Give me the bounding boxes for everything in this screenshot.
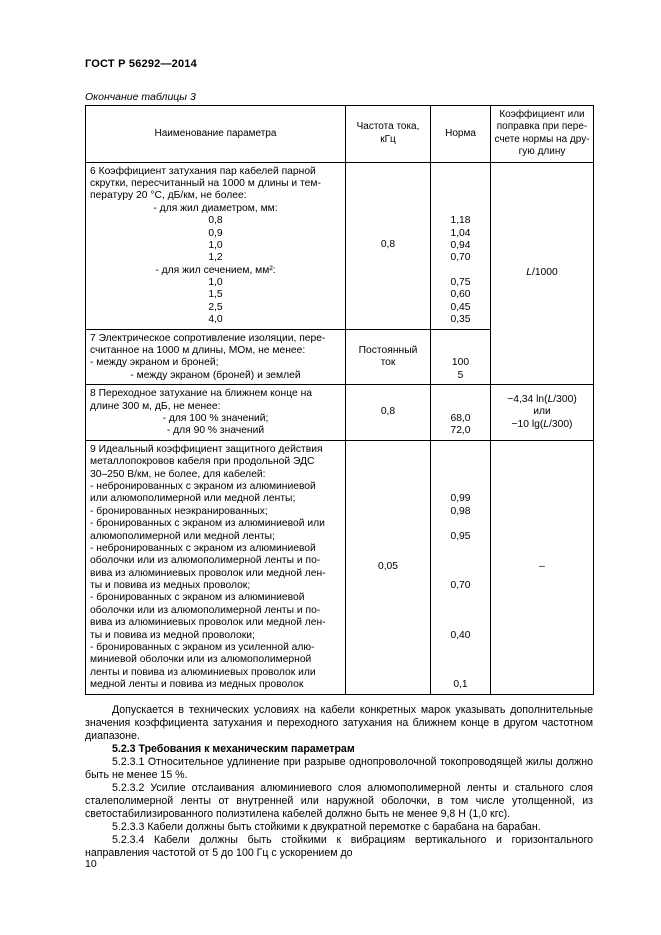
table-text-line: поправка при пере-	[496, 121, 588, 133]
table-text-line: металлопокровов кабеля при продольной ЭДС	[90, 456, 315, 468]
table-text-line: 0,45	[450, 301, 471, 313]
table-text-line: 0,35	[450, 314, 471, 326]
table-text-line: или алюмополимерной или медной ленты;	[90, 493, 296, 505]
table-text-line	[435, 265, 486, 277]
table-text-line: 0,75	[450, 277, 471, 289]
table-text-line: ты и повива из медных проволок;	[90, 580, 251, 592]
norma-cell	[431, 329, 491, 385]
table-text-line: 0,99	[450, 493, 471, 505]
coefficient-cell	[491, 162, 594, 385]
table-row	[86, 385, 594, 441]
table-text-line	[435, 469, 486, 481]
table-text-line: счете нормы на дру-	[494, 133, 590, 145]
table-text-line: 30–250 В/км, не более, для кабелей:	[90, 468, 266, 480]
table-text-line	[435, 456, 486, 468]
notes-section	[85, 704, 593, 860]
table-text-line: 0,70	[450, 252, 471, 264]
coefficient-cell	[491, 385, 594, 441]
table-text-line	[435, 333, 486, 345]
column-header	[86, 106, 346, 163]
table-text-line: Частота тока,	[356, 121, 420, 133]
table-text-line: пературу 20 °С, дБ/км, не более:	[90, 190, 247, 202]
table-text-line	[435, 617, 486, 629]
norma-cell	[431, 440, 491, 694]
table-row	[86, 162, 594, 329]
table-text-line: - между экраном (броней) и землей	[130, 369, 301, 381]
table-text-line: - небронированных с экраном из алюминиевой	[90, 542, 316, 554]
table-text-line	[435, 592, 486, 604]
table-text-line	[435, 642, 486, 654]
norma-cell	[431, 162, 491, 329]
table-text-line: –	[539, 560, 545, 572]
table-text-line: 0,9	[208, 227, 223, 239]
table-text-line: Коэффициент или	[499, 109, 585, 120]
table-text-line: 0,95	[450, 530, 471, 542]
table-text-line: 1,0	[208, 239, 223, 251]
table-text-line: 0,94	[450, 239, 471, 251]
table-text-line: - бронированных с экраном из алюминиевой	[90, 592, 305, 604]
table-body	[86, 162, 594, 694]
table-text-line: - бронированных с экраном из усиленной алю-	[90, 642, 315, 654]
table-text-line: −4,34 ln(L/300)	[507, 393, 577, 405]
table-text-line: 0,40	[450, 629, 471, 641]
table-text-line: - для 90 % значений	[166, 425, 265, 437]
table-text-line: ленты и повива из алюминиевых проволок или	[90, 666, 316, 678]
table-text-line: 72,0	[450, 425, 471, 437]
table-text-line: ты и повива из медной проволоки;	[90, 629, 255, 641]
table-text-line: - для жил диаметром, мм:	[153, 202, 278, 214]
param-name-cell	[86, 385, 346, 441]
table-text-line: или	[533, 406, 551, 418]
table-text-line: 1,0	[208, 277, 223, 289]
table-text-line: Норма	[445, 127, 476, 139]
table-text-line: алюмополимерной или медной ленты;	[90, 530, 275, 542]
table-text-line: кГц	[380, 133, 396, 145]
table-text-line	[435, 654, 486, 666]
table-text-line: оболочки или из алюмополимерной ленты и по-	[90, 604, 321, 616]
table-text-line: 5	[457, 369, 464, 381]
table-text-line: - бронированных с экраном из алюминиевой или	[90, 518, 325, 530]
clause-5-2-3-3: 5.2.3.3 Кабели должны быть стойкими к двукратной перемотке с барабана на барабан.	[112, 820, 541, 833]
table-text-line: 68,0	[450, 412, 471, 424]
table-row	[86, 440, 594, 694]
table-text-line: 1,2	[208, 252, 223, 264]
parameters-table	[85, 105, 594, 695]
table-text-line	[435, 555, 486, 567]
table-text-line	[435, 543, 486, 555]
norma-cell	[431, 385, 491, 441]
table-text-line: гую длину	[518, 146, 566, 158]
table-text-line: 100	[451, 357, 470, 369]
table-text-line: скрутки, пересчитанный на 1000 м длины и тем-	[90, 177, 321, 189]
table-text-line	[435, 568, 486, 580]
table-text-line: 8 Переходное затухание на ближнем конце на	[90, 388, 312, 400]
table-text-line: 0,8	[208, 215, 223, 227]
section-heading-5-2-3: 5.2.3 Требования к механическим параметрам	[112, 742, 355, 755]
clause-5-2-3-2: 5.2.3.2 Усилие отслаивания алюминиевого слоя алюмополимерной ленты и стального слоя сталеполимерной ленты от внутренней или наружной оболочки, в том числе утолщенной, из светостабилизированного полиэтилена кабелей должно быть не менее 9,8 Н (1,0 кгс).	[85, 781, 593, 820]
frequency-cell	[346, 440, 431, 694]
table-text-line: 0,05	[377, 560, 399, 572]
table-text-line	[435, 401, 486, 413]
column-header	[346, 106, 431, 163]
table-header-row	[86, 106, 594, 163]
table-text-line: считанное на 1000 м длины, МОм, не менее:	[90, 345, 306, 357]
table-text-line: - между экраном и броней;	[90, 357, 219, 369]
note-paragraph: Допускается в технических условиях на кабели конкретных марок указывать дополнительные значения коэффициента затухания и переходного затухания на ближнем конце в другом частотном диапазоне.	[85, 703, 593, 742]
table-text-line: 0,60	[450, 289, 471, 301]
table-text-line	[435, 605, 486, 617]
table-text-line: 0,8	[380, 406, 396, 418]
table-text-line: 1,18	[450, 215, 471, 227]
table-text-line	[435, 178, 486, 190]
table-text-line: 2,5	[208, 301, 223, 313]
table-text-line	[435, 166, 486, 178]
clause-5-2-3-1: 5.2.3.1 Относительное удлинение при разрыве однопроволочной токопроводящей жилы должно быть не менее 15 %.	[85, 755, 593, 781]
table-text-line: 1,04	[450, 227, 471, 239]
table-text-line: медной ленты и повива из медных проволок	[90, 679, 304, 691]
table-text-line: 4,0	[208, 314, 223, 326]
page-number: 10	[85, 858, 97, 870]
table-text-line: 7 Электрическое сопротивление изоляции, пере-	[90, 332, 326, 344]
document-header: ГОСТ Р 56292—2014	[85, 58, 197, 70]
table-text-line	[435, 518, 486, 530]
table-text-line	[435, 388, 486, 400]
table-text-line: вива из алюминиевых проволок или медной лен-	[90, 567, 326, 579]
frequency-cell	[346, 162, 431, 329]
table-text-line	[435, 481, 486, 493]
param-name-cell	[86, 162, 346, 329]
table-text-line: 0,98	[450, 505, 471, 517]
table-text-line	[435, 444, 486, 456]
table-text-line: L/1000	[526, 267, 558, 279]
frequency-cell	[346, 385, 431, 441]
clause-5-2-3-4: 5.2.3.4 Кабели должны быть стойкими к вибрациям вертикального и горизонтального направления частотой от 5 до 100 Гц с ускорением до	[85, 833, 593, 859]
table-text-line: 0,1	[453, 679, 468, 691]
table-text-line: длине 300 м, дБ, не менее:	[90, 400, 221, 412]
table-text-line: - для 100 % значений;	[162, 412, 269, 424]
table-text-line: - бронированных неэкранированных;	[90, 505, 268, 517]
table-text-line: 0,8	[380, 239, 396, 251]
table-text-line: - небронированных с экраном из алюминиевой	[90, 480, 316, 492]
document-page	[85, 58, 593, 860]
table-text-line	[435, 345, 486, 357]
coefficient-cell	[491, 440, 594, 694]
table-text-line: 0,70	[450, 580, 471, 592]
frequency-cell	[346, 329, 431, 385]
table-text-line: оболочки или из алюмополимерной ленты и по-	[90, 555, 321, 567]
param-name-cell	[86, 329, 346, 385]
table-text-line: 1,5	[208, 289, 223, 301]
table-text-line	[435, 203, 486, 215]
table-text-line: Постоянный	[358, 344, 418, 356]
table-caption: Окончание таблицы 3	[85, 91, 196, 103]
table-text-line: миниевой оболочки или из алюмополимерной	[90, 654, 312, 666]
column-header	[431, 106, 491, 163]
table-text-line: 9 Идеальный коэффициент защитного действия	[90, 443, 323, 455]
table-text-line: Наименование параметра	[154, 127, 277, 139]
table-text-line: - для жил сечением, мм²:	[155, 264, 276, 276]
table-text-line: вива из алюминиевых проволок или медной лен-	[90, 617, 326, 629]
table-text-line: 6 Коэффициент затухания пар кабелей парной	[90, 165, 316, 177]
table-text-line: −10 lg(L/300)	[511, 418, 573, 430]
param-name-cell	[86, 440, 346, 694]
table-text-line	[435, 667, 486, 679]
column-header	[491, 106, 594, 163]
table-text-line	[435, 190, 486, 202]
table-text-line: ток	[380, 356, 396, 368]
